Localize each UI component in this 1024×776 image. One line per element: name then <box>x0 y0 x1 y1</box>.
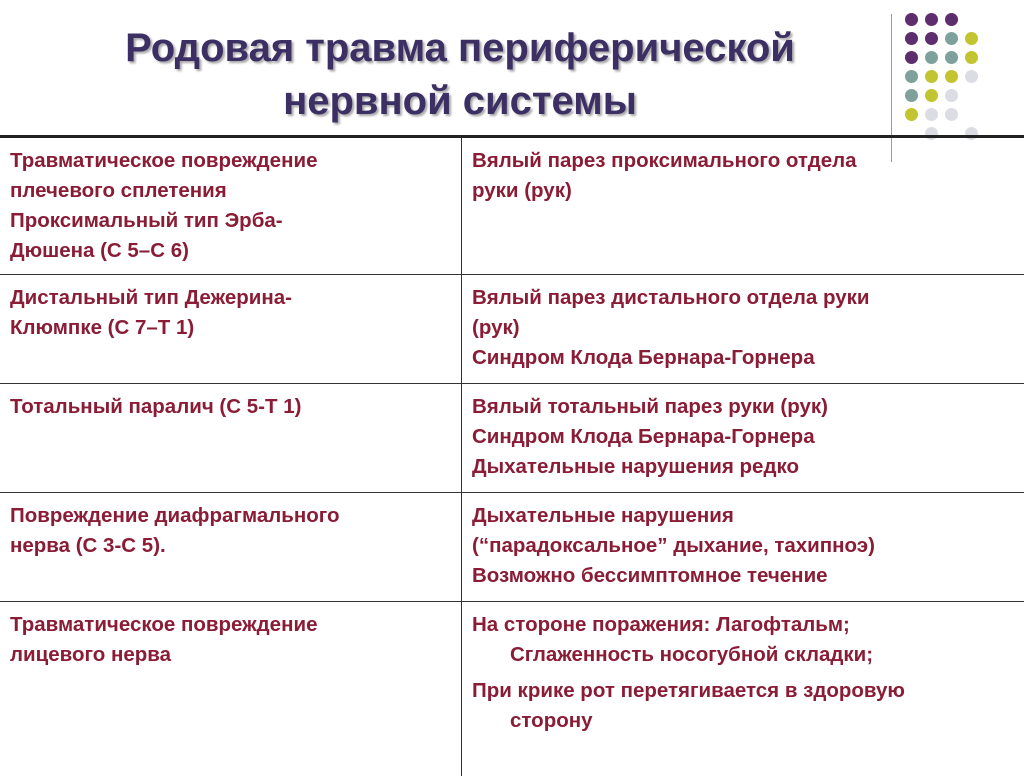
slide-title-line-2: нервной системы <box>40 75 880 128</box>
cell-line: Тотальный паралич (С 5-Т 1) <box>10 392 451 422</box>
table-cell-manifestation <box>462 493 1024 602</box>
decorative-dot <box>945 51 958 64</box>
cell-line: Вялый парез проксимального отдела <box>472 146 1015 176</box>
decorative-dot <box>945 13 958 26</box>
cell-line: Вялый тотальный парез руки (рук) <box>472 392 1015 422</box>
decorative-dot <box>945 89 958 102</box>
table-row <box>0 493 1024 602</box>
decorative-dot <box>945 108 958 121</box>
cell-line: Дюшена (С 5–С 6) <box>10 236 451 266</box>
decorative-dot <box>905 13 918 26</box>
decorative-dot <box>965 51 978 64</box>
table-cell-manifestation <box>462 602 1024 776</box>
cell-line: Дистальный тип Дежерина- <box>10 283 451 313</box>
table-cell-manifestation <box>462 275 1024 384</box>
cell-line: (рук) <box>472 313 1015 343</box>
table-cell-condition <box>0 275 462 384</box>
table-row <box>0 275 1024 384</box>
decorative-dot <box>925 70 938 83</box>
cell-line: лицевого нерва <box>10 640 451 670</box>
cell-line: Возможно бессимптомное течение <box>472 561 1015 591</box>
decorative-dot <box>945 32 958 45</box>
cell-line: Синдром Клода Бернара-Горнера <box>472 422 1015 452</box>
cell-line: На стороне поражения: Лагофтальм; <box>472 610 1015 640</box>
decorative-dot <box>905 108 918 121</box>
cell-line: Травматическое повреждение <box>10 610 451 640</box>
table-row <box>0 138 1024 275</box>
decorative-dot <box>925 51 938 64</box>
decorative-dot <box>905 89 918 102</box>
decorative-dot <box>925 32 938 45</box>
slide-title <box>40 22 880 128</box>
table-row <box>0 384 1024 493</box>
decorative-dot <box>925 108 938 121</box>
table-cell-condition <box>0 602 462 776</box>
table-cell-condition <box>0 138 462 275</box>
cell-line: Проксимальный тип Эрба- <box>10 206 451 236</box>
cell-line: Клюмпке (С 7–Т 1) <box>10 313 451 343</box>
cell-line: плечевого сплетения <box>10 176 451 206</box>
cell-line-indented: Сглаженность носогубной складки; <box>472 640 1015 670</box>
injury-table <box>0 138 1024 776</box>
table-row <box>0 602 1024 776</box>
cell-line: Травматическое повреждение <box>10 146 451 176</box>
decorative-dot <box>965 32 978 45</box>
cell-line-indented: сторону <box>472 706 1015 736</box>
decorative-dot <box>965 70 978 83</box>
cell-line: Вялый парез дистального отдела руки <box>472 283 1015 313</box>
cell-line: Дыхательные нарушения <box>472 501 1015 531</box>
cell-line: При крике рот перетягивается в здоровую <box>472 676 1015 706</box>
slide-title-line-1: Родовая травма периферической <box>40 22 880 75</box>
decorative-dot <box>925 89 938 102</box>
cell-line: Повреждение диафрагмального <box>10 501 451 531</box>
cell-line: руки (рук) <box>472 176 1015 206</box>
cell-line: Дыхательные нарушения редко <box>472 452 1015 482</box>
decorative-dot <box>925 13 938 26</box>
table-cell-manifestation <box>462 138 1024 275</box>
decorative-dot <box>905 32 918 45</box>
table-cell-manifestation <box>462 384 1024 493</box>
decorative-dot <box>945 70 958 83</box>
decorative-dot <box>905 70 918 83</box>
table-cell-condition <box>0 384 462 493</box>
cell-line: нерва (С 3-С 5). <box>10 531 451 561</box>
decorative-dot <box>905 51 918 64</box>
cell-line: Синдром Клода Бернара-Горнера <box>472 343 1015 373</box>
table-cell-condition <box>0 493 462 602</box>
cell-line: (“парадоксальное” дыхание, тахипноэ) <box>472 531 1015 561</box>
